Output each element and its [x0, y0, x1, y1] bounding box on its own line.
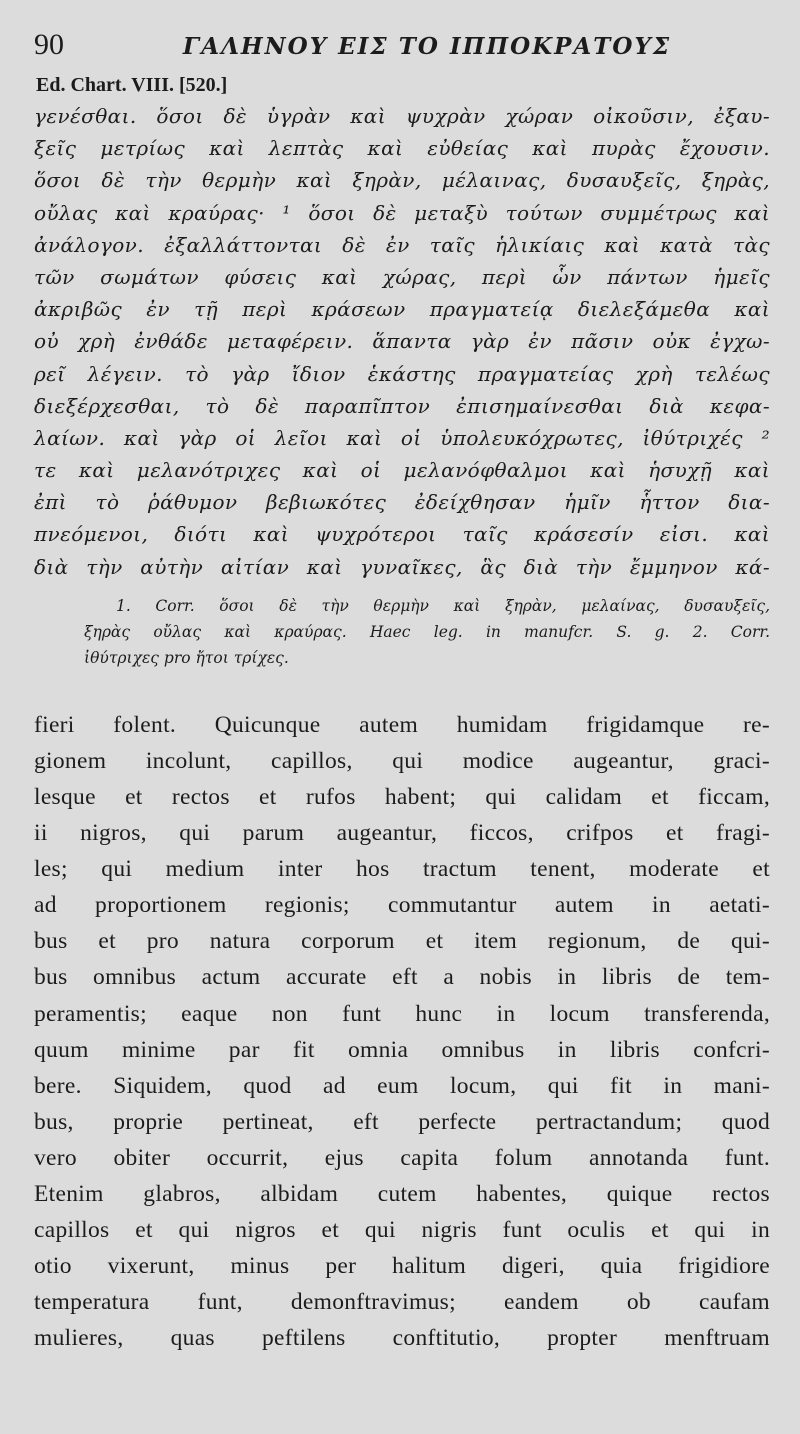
- latin-text-line: bere. Siquidem, quod ad eum locum, qui fit in mani-: [34, 1072, 770, 1099]
- latin-text-line: bus omnibus actum accurate eft a nobis in libris de tem-: [34, 964, 770, 991]
- greek-text-block: [34, 100, 770, 583]
- latin-text-line: ad proportionem regionis; commutantur autem in aetati-: [34, 892, 770, 919]
- latin-text-line: peramentis; eaque non funt hunc in locum transferenda,: [34, 1000, 770, 1027]
- greek-text-line: οὐ χρὴ ἐνθάδε μεταφέρειν. ἅπαντα γὰρ ἐν πᾶσιν οὐκ ἐγχω-: [34, 329, 770, 354]
- latin-text-block: [34, 707, 770, 1357]
- greek-text-line: ξεῖς μετρίως καὶ λεπτὰς καὶ εὐθείας καὶ πυρὰς ἔχουσιν.: [34, 136, 770, 161]
- footnotes-block: [34, 593, 770, 671]
- latin-text-line: bus, proprie pertineat, eft perfecte pertractandum; quod: [34, 1108, 770, 1135]
- latin-text-line: fieri folent. Quicunque autem humidam frigidamque re-: [34, 711, 770, 738]
- latin-text-line: Etenim glabros, albidam cutem habentes, quique rectos: [34, 1181, 770, 1208]
- latin-text-line: gionem incolunt, capillos, qui modice augeantur, graci-: [34, 747, 770, 774]
- greek-text-line: διεξέρχεσθαι, τὸ δὲ παραπῖπτον ἐπισημαίνεσθαι διὰ κεφα-: [34, 393, 770, 418]
- greek-text-line: λαίων. καὶ γὰρ οἱ λεῖοι καὶ οἱ ὑπολευκόχρωτες, ἰθύτριχές ²: [34, 425, 770, 450]
- latin-text-line: otio vixerunt, minus per halitum digeri, quia frigidiore: [34, 1253, 770, 1280]
- greek-text-line: τε καὶ μελανότριχες καὶ οἱ μελανόφθαλμοι καὶ ἡσυχῇ καὶ: [34, 458, 770, 483]
- footnote-line: ξηρὰς οὔλας καὶ κραύρας. Haec leg. in manufcr. S. g. 2. Corr.: [84, 622, 770, 641]
- page-number: 90: [34, 28, 64, 61]
- latin-text-line: les; qui medium inter hos tractum tenent, moderate et: [34, 856, 770, 883]
- latin-text-line: quum minime par fit omnia omnibus in libris confcri-: [34, 1036, 770, 1063]
- latin-text-line: temperatura funt, demonftravimus; eandem ob caufam: [34, 1289, 770, 1316]
- running-title: ΓΑΛΗΝΟΥ ΕΙΣ ΤΟ ΙΠΠΟΚΡΑΤΟΥΣ: [182, 33, 672, 60]
- latin-text-line: lesque et rectos et rufos habent; qui calidam et ficcam,: [34, 784, 770, 810]
- greek-text-line: διὰ τὴν αὐτὴν αἰτίαν καὶ γυναῖκες, ἃς διὰ τὴν ἔμμηνον κά-: [34, 554, 770, 579]
- edition-reference: Ed. Chart. VIII. [520.]: [36, 74, 228, 96]
- running-head: [34, 28, 770, 72]
- latin-text-line: mulieres, quas peftilens conftitutio, propter menftruam: [34, 1325, 770, 1352]
- greek-text-line: τῶν σωμάτων φύσεις καὶ χώρας, περὶ ὧν πάντων ἡμεῖς: [34, 264, 770, 289]
- latin-text-line: capillos et qui nigros et qui nigris funt oculis et qui in: [34, 1217, 770, 1244]
- greek-text-line: οὔλας καὶ κραύρας· ¹ ὅσοι δὲ μεταξὺ τούτων συμμέτρως καὶ: [34, 200, 770, 225]
- greek-text-line: γενέσθαι. ὅσοι δὲ ὑγρὰν καὶ ψυχρὰν χώραν οἰκοῦσιν, ἐξαυ-: [34, 104, 770, 128]
- greek-text-line: πνεόμενοι, διότι καὶ ψυχρότεροι ταῖς κράσεσίν εἰσι. καὶ: [34, 522, 770, 547]
- footnote-line: ἰθύτριχες pro ἤτοι τρίχες.: [84, 648, 289, 667]
- footnote-line: 1. Corr. ὅσοι δὲ τὴν θερμὴν καὶ ξηρὰν, μελαίνας, δυσαυξεῖς,: [116, 596, 770, 615]
- greek-text-line: ρεῖ λέγειν. τὸ γὰρ ἴδιον ἑκάστης πραγματείας χρὴ τελέως: [34, 361, 770, 386]
- greek-text-line: ὅσοι δὲ τὴν θερμὴν καὶ ξηρὰν, μέλαινας, δυσαυξεῖς, ξηρὰς,: [34, 168, 770, 193]
- greek-text-line: ἀκριβῶς ἐν τῇ περὶ κράσεων πραγματείᾳ διελεξάμεθα καὶ: [34, 297, 770, 322]
- latin-text-line: ii nigros, qui parum augeantur, ficcos, crifpos et fragi-: [34, 820, 770, 847]
- latin-text-line: bus et pro natura corporum et item regionum, de qui-: [34, 928, 770, 955]
- greek-text-line: ἀνάλογον. ἐξαλλάττονται δὲ ἐν ταῖς ἡλικίαις καὶ κατὰ τὰς: [34, 232, 770, 257]
- greek-text-line: ἐπὶ τὸ ῥάθυμον βεβιωκότες ἐδείχθησαν ἡμῖν ἧττον δια-: [34, 490, 770, 515]
- latin-text-line: vero obiter occurrit, ejus capita folum annotanda funt.: [34, 1144, 770, 1171]
